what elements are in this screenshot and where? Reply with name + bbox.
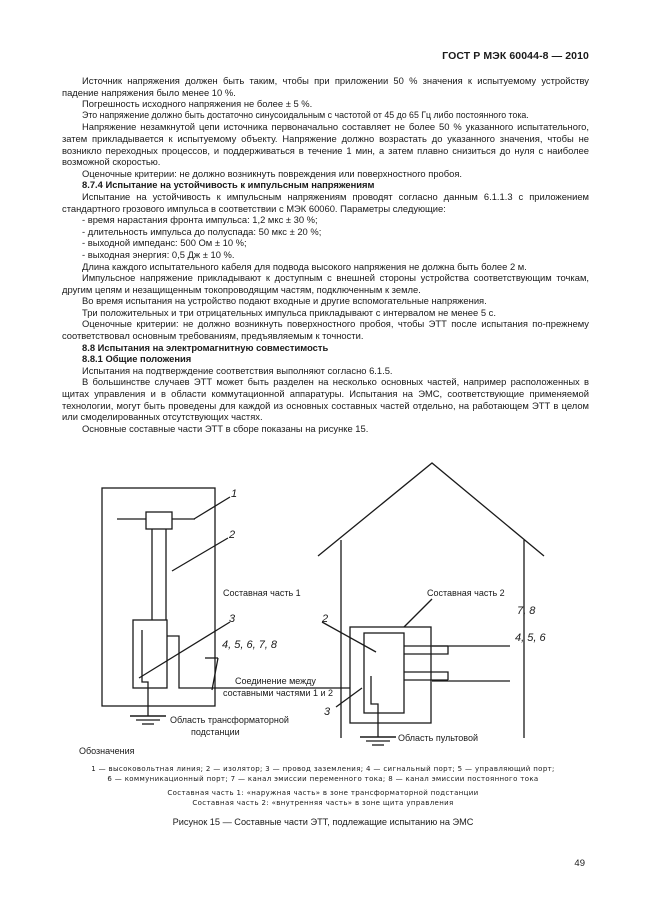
section-heading: 8.8.1 Общие положения [82, 353, 192, 365]
earth-wire-1 [142, 630, 148, 706]
paragraph: Основные составные части ЭТТ в сборе показаны на рисунке 15. [82, 422, 369, 434]
label-connection-1: Соединение между [235, 676, 316, 686]
label-area-control: Область пультовой [398, 733, 478, 743]
paragraph: Импульсное напряжение прикладывают к доступным с внешней стороны устройства соответствующим точкам, другим цепям и незащищенным токопроводящим частям, подключенным к земле. [62, 272, 589, 295]
section-heading: 8.8 Испытания на электромагнитную совместимость [82, 341, 329, 353]
part2-enclosure [350, 627, 431, 723]
paragraph: Источник напряжения должен быть таким, чтобы при приложении 50 % значения к испытуемому устройству падение напряжения было менее 10 %. [62, 75, 589, 98]
label-connection-2: составными частями 1 и 2 [223, 688, 334, 698]
label-area-substation-1: Область трансформаторной [170, 715, 289, 725]
list-item: - выходная энергия: 0,5 Дж ± 10 %. [82, 248, 235, 260]
insulator-cap [146, 512, 172, 529]
paragraph: Оценочные критерии: не должно возникнуть повреждения или поверхностного пробоя. [82, 167, 463, 179]
paragraph: Погрешность исходного напряжения не более ± 5 %. [82, 98, 313, 110]
paragraph: Испытание на устойчивость к импульсным напряжениям проводят согласно данным 6.1.1.3 с приложением стандартного грозового импульса в соответствии с МЭК 60060. Параметры следующие: [62, 190, 589, 214]
figure-caption: Рисунок 15 — Составные части ЭТТ, подлежащие испытанию на ЭМС [172, 817, 474, 827]
legend-line: 6 — коммуникационный порт; 7 — канал эмиссии переменного тока; 8 — канал эмиссии постоянного тока [107, 775, 539, 783]
label-7-8: 7, 8 [517, 605, 536, 617]
list-item: - длительность импульса до полуспада: 50 мкс ± 20 %; [82, 225, 322, 237]
paragraph: Во время испытания на устройство подают входные и другие вспомогательные напряжения. [82, 295, 487, 307]
list-item: - время нарастания фронта импульса: 1,2 мкс ± 30 %; [82, 214, 318, 226]
paragraph: Оценочные критерии: не должно возникнуть поверхностного пробоя, чтобы ЭТТ после испытания по-прежнему соответствовал основным требованиям, предъявляемым к точности. [62, 318, 589, 342]
control-unit [364, 633, 404, 713]
legend-heading: Обозначения [79, 746, 135, 756]
paragraph: Длина каждого испытательного кабеля для подвода высокого напряжения не должна быть более 2 м. [82, 260, 527, 272]
label-4-8: 4, 5, 6, 7, 8 [222, 639, 278, 651]
earth-wire-2 [371, 676, 378, 726]
label-2: 2 [229, 529, 236, 541]
list-item: - выходной импеданс: 500 Ом ± 10 %; [82, 237, 247, 249]
label-1: 1 [231, 488, 238, 500]
label-part1: Составная часть 1 [223, 588, 301, 598]
legend-line: 1 — высоковольтная линия; 2 — изолятор; 3 — провод заземления; 4 — сигнальный порт; 5 — управляющий порт; [91, 765, 555, 773]
section-heading: 8.7.4 Испытание на устойчивость к импульсным напряжениям [82, 179, 375, 191]
paragraph: Три положительных и три отрицательных импульса прикладывают с интервалом не менее 5 с. [82, 306, 496, 318]
house-outline [318, 463, 544, 556]
document-header: ГОСТ Р МЭК 60044-8 — 2010 [442, 50, 589, 62]
label-3b: 3 [324, 706, 331, 718]
legend-line: Составная часть 1: «наружная часть» в зоне трансформаторной подстанции [167, 789, 479, 797]
paragraph: Испытания на подтверждение соответствия выполняют согласно 6.1.5. [82, 364, 393, 376]
label-3: 3 [229, 613, 236, 625]
paragraph: Это напряжение должно быть достаточно синусоидальным с частотой от 45 до 65 Гц либо постоянного тока. [82, 109, 529, 120]
sensor-box [133, 620, 167, 688]
page-number: 49 [574, 858, 585, 869]
label-area-substation-2: подстанции [191, 727, 240, 737]
paragraph: В большинстве случаев ЭТТ может быть разделен на несколько основных частей, например расположенных в щитах управления и в области коммутационной аппаратуры. Испытания на ЭМС, соответствующие применяемой технологии, могут быть проведены для каждой из основных составных частей отдельно, на работающем ЭТТ в целом или смоделированных отсутствующих частях. [62, 376, 589, 423]
label-part2: Составная часть 2 [427, 588, 505, 598]
legend-line: Составная часть 2: «внутренняя часть» в зоне щита управления [192, 799, 454, 807]
label-4-5-6: 4, 5, 6 [515, 632, 546, 644]
label-2b: 2 [322, 613, 329, 625]
paragraph: Напряжение незамкнутой цепи источника первоначально составляет не более 50 % указанного испытательного, затем прикладывается к испытуемому объекту. Напряжение должно возрастать до указанного значения, чтобы не возникло переходных процессов, и поддерживаться в течение 1 мин, а затем плавно снизиться до нуля с наиболее возможной скоростью. [62, 121, 589, 168]
